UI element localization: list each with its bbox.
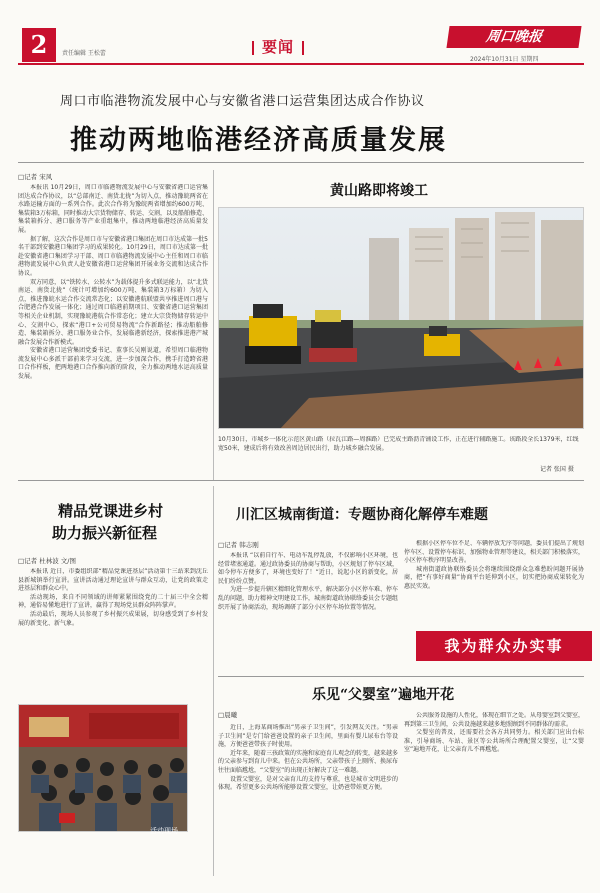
section-divider <box>252 41 254 55</box>
street-paragraph: 本报讯 “以前自行车、电动车乱停乱放，不仅影响小区环境，也经常堵塞通道。通过政协委员的协商与帮助，小区规划了停车区域，如今停车方便多了，环境也变好了！”近日，说起小区的新变化，居民们纷纷点赞。 <box>218 552 398 585</box>
lead-subhead: 周口市临港物流发展中心与安徽省港口运营集团达成合作协议 <box>60 94 425 109</box>
party-lecture-photo <box>18 704 188 832</box>
room-paragraph: 公共服务设施的人性化，体现在细节之处。从母婴室到父婴室，再到第三卫生间，公共设施越来越多地照顾到不同群体的需求。 <box>404 712 584 728</box>
room-headline: 乐见“父婴室”遍地开花 <box>312 687 455 703</box>
page-number: 2 <box>22 28 56 62</box>
party-paragraph: 本报讯 近日，市委组织部“精品党课进基层”活动第十三站来到沈丘县新城镇举行宣讲。宣讲活动通过理论宣讲与群众互动，让党的政策走进基层和群众心中。 <box>18 568 208 593</box>
party-article-body <box>18 568 208 698</box>
room-article-col2 <box>404 712 584 874</box>
party-paragraph: 活动现场，来自不同领域的讲师紧紧围绕党的二十届三中全会精神，通俗易懂地进行了宣讲，赢得了现场党员群众阵阵掌声。 <box>18 593 208 610</box>
street-paragraph: 为进一步提升辖区精细化管理水平，解决部分小区停车难、停车乱的问题，助力精神文明建设工作，城南街道政协联络委员会专题组织开展了协商活动，现场调研了部分小区停车场位置等情况。 <box>218 586 398 611</box>
lead-headline: 推动两地临港经济高质量发展 <box>70 125 447 156</box>
column-divider <box>213 486 214 876</box>
column-divider <box>213 170 214 480</box>
room-article-col1 <box>218 724 398 874</box>
section-rule <box>18 480 584 481</box>
party-paragraph: 活动最后，现场人员参观了乡村振兴成果展，切身感受到了乡村发展的新变化、新气象。 <box>18 610 208 627</box>
room-paragraph: 近日，上海某商场推出“男亲子卫生间”，引发网友关注。“男亲子卫生间”是专门给爸爸设置的亲子卫生间，里面有婴儿尿布台等设施，方便爸爸带孩子时使用。 <box>218 724 398 749</box>
street-paragraph: 城南街道政协联络委员会将继续围绕群众急难愁盼问题开展协商，把“有事好商量”协商平台延伸到小区，切实把协商成果转化为惠民实效。 <box>404 565 584 590</box>
service-banner: 我为群众办实事 <box>416 631 592 661</box>
road-construction-photo-art <box>219 208 584 429</box>
road-construction-photo <box>218 207 584 429</box>
party-headline-1: 精品党课进乡村 <box>58 502 164 520</box>
photo-credit: 记者 张国 摄 <box>540 466 574 473</box>
photo-caption: 10月30日，市城乡一体化示范区黄山路（拉瓦江路—周淮路）已完成主路沥青铺设工作，正在进行辅路施工。该路段全长1379米，红线宽50米，建成后将有效改善周边居民出行，助力城乡融合发展。 <box>218 436 579 452</box>
lead-paragraph: 双方同意，以“铁转水、公转水”为载体提升多式联运能力，以“北货南运、南货北拢”（统计可增加约600万吨、集装箱3万标箱）为切入点，推进豫皖水运合作交流常态化；以安徽港航联盟共享推进周口港与合肥港合作发展一体化；通过周口临港前期项目、安徽省港口运营集团等相关企业机制，实现豫皖港航合作常态化；建立大宗货物储存转运中心、交割中心，探索“港口+公司贸易物流”合作新路径；推动船舶修造、集装箱拆分、港口服务业合作，发展临港新经济，探索推进港产城融合发展合作新模式。 <box>18 278 208 346</box>
party-headline-2: 助力振兴新征程 <box>52 524 158 542</box>
street-headline: 川汇区城南街道：专题协商化解停车难题 <box>236 507 488 523</box>
photo-story-title: 黄山路即将竣工 <box>330 183 428 199</box>
section-title <box>244 36 312 57</box>
editor-credit: 责任编辑 王松蕾 <box>62 50 106 57</box>
room-paragraph: 近年来，随着三孩政策的实施和家庭育儿观念的转变，越来越多的父亲参与到育儿中来。但在公共场所，父亲带孩子上厕所、换尿布往往面临尴尬，“父婴室”的出现正好解决了这一难题。 <box>218 749 398 774</box>
party-byline: □记者 杜林波 文/图 <box>18 557 76 565</box>
issue-date: 2024年10月31日 星期四 <box>470 56 539 63</box>
street-paragraph: 根据小区停车位不足、车辆停放无序等问题，委员们提出了规划停车区、设置停车标识、加强物业管理等建议，相关部门积极落实，小区停车秩序明显改善。 <box>404 540 584 565</box>
lead-byline: □记者 宋风 <box>18 173 53 181</box>
section-divider <box>302 41 304 55</box>
street-article-col2 <box>404 540 584 626</box>
street-article-col1 <box>218 552 398 674</box>
lead-article-body <box>18 184 208 474</box>
room-paragraph: 父婴室的普及，还需要社会各方共同努力。相关部门应出台标准，引导商场、车站、景区等公共场所合理配置父婴室，让“父婴室”遍地开花，让父亲育儿不再尴尬。 <box>404 729 584 754</box>
party-photo-label: 活动现场 <box>150 827 178 835</box>
lead-paragraph: 据了解，这次合作是周口市与安徽省港口集团在周口市达成第一批5名干部到安徽港口集团学习的成果转化。10月29日，周口市达成第一批赴安徽省港口集团学习干部、周口市临港物流发展中心主任和周口市临港物流发展中心负责人赴安徽省港口运营集团开展业务交流和达成合作协议。 <box>18 235 208 277</box>
room-paragraph: 设置父婴室，是对父亲育儿的支持与尊重，也是城市文明进步的体现。希望更多公共场所能够设置父婴室，让奶爸带娃更方便。 <box>218 775 398 792</box>
newspaper-logo: 周口晚报 <box>446 26 581 48</box>
room-byline: □晨曦 <box>218 711 238 719</box>
masthead-rule <box>18 63 584 65</box>
headline-rule <box>18 162 584 163</box>
section-rule <box>218 676 584 677</box>
lead-paragraph: 本报讯 10月29日，周口市临港物流发展中心与安徽省港口运营集团达成合作协议，以“总部南迁、南货北拢”为切入点，推动豫皖两省在水路运输方面的一系列合作。此次合作将为豫皖两省增加约600万吨、集装箱3万标箱，同时推动大宗货物储存、转运、交割，以及船舶修造、集装箱拆分、港口服务等产业重组集中，推动两地临港经济高质量发展。 <box>18 184 208 234</box>
street-byline: □记者 韩志刚 <box>218 541 259 549</box>
lead-paragraph: 安徽省港口运营集团党委书记、董事长吴刚说道，希望周口临港物流发展中心多派干部前来学习交流，进一步加深合作，携手打造跨省港口合作样板，把两地港口合作推向新的阶段，全力推动两地水运高质量发展。 <box>18 347 208 381</box>
section-label: 要闻 <box>262 38 295 56</box>
party-lecture-photo-art <box>19 705 188 832</box>
